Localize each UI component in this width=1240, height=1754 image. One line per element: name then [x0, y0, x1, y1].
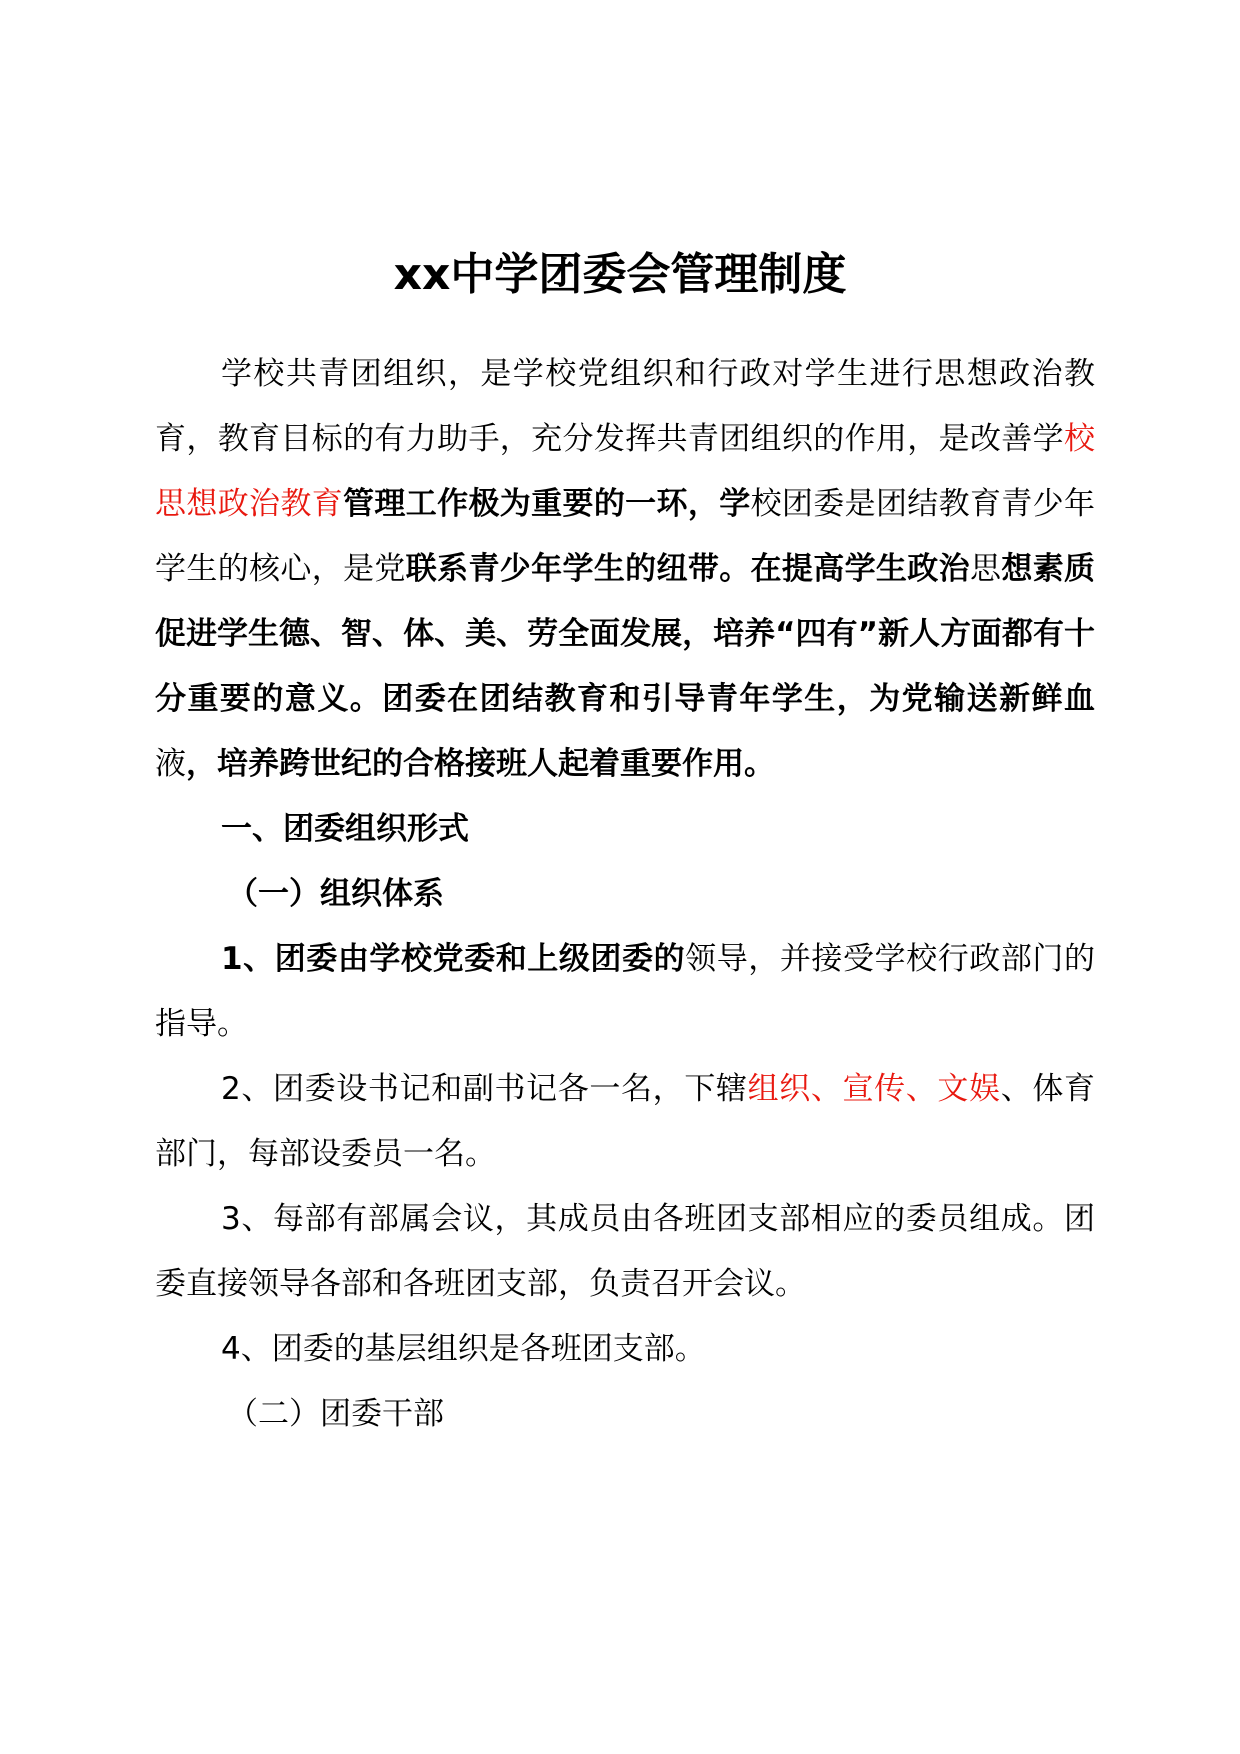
- intro-segment-bold: 想素质促进学生德、智、体、美、劳全面发展，培养“四有”新人方面都有十分重要的意义。团委在团结教育和引导青年学生，为党输送新鲜血: [155, 551, 1096, 717]
- section-heading-1: 一、团委组织形式: [221, 811, 469, 847]
- intro-segment-red: 校思想政治教育: [155, 421, 1095, 522]
- list-item-4: 4、团委的基层组织是各班团支部。: [221, 1331, 706, 1367]
- subsection-heading-1: （一）组织体系: [227, 876, 444, 912]
- intro-segment: 校团委是团结教育青少年学生的核心，是党: [155, 486, 1096, 587]
- intro-segment: 液: [155, 746, 186, 782]
- intro-segment: 学校共青团组织，是学校党组织和行政对学生进行思想政治教育，教育目标的有力助手，充分发挥共青团组织的作用，是改善学: [155, 356, 1095, 457]
- intro-segment-bold: 管理工作极为重要的一环，学: [343, 486, 751, 522]
- subsection-heading-2: （二）团委干部: [227, 1396, 444, 1432]
- list-item-2-red: 组织、宣传、文娱: [747, 1071, 1001, 1107]
- list-item-1-bold: 1、团委由学校党委和上级团委的: [221, 941, 686, 977]
- list-item-3: 3、每部有部属会议，其成员由各班团支部相应的委员组成。团委直接领导各部和各班团支部，负责召开会议。: [155, 1201, 1095, 1302]
- list-item-1: [155, 927, 1095, 1057]
- document-body: [155, 342, 1095, 1447]
- list-item-2-text-end: 、体育部门，每部设委员一名。: [155, 1071, 1095, 1172]
- list-item-2-text: 2、团委设书记和副书记各一名，下辖: [221, 1071, 748, 1107]
- document-title: xx中学团委会管理制度: [393, 249, 847, 300]
- intro-segment: 思: [969, 551, 1002, 587]
- intro-segment-bold: 联系青少年学生的纽带。在提高学生政治: [405, 551, 970, 587]
- list-item-1-text: 领导，并接受学校行政部门的指导。: [155, 941, 1095, 1042]
- intro-segment-bold: ，培养跨世纪的合格接班人起着重要作用。: [186, 746, 775, 782]
- list-item-2: [155, 1057, 1095, 1187]
- intro-paragraph: [155, 342, 1095, 797]
